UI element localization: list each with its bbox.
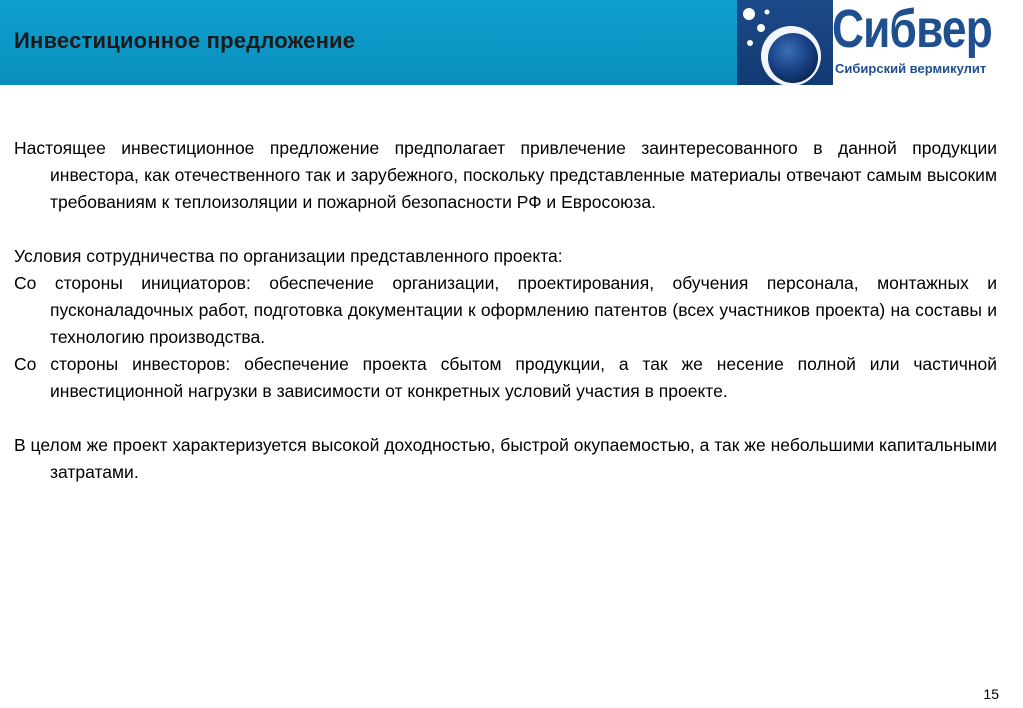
logo-globe-icon <box>737 0 833 85</box>
slide-body <box>14 135 997 486</box>
paragraph-investors: Со стороны инвесторов: обеспечение проекта сбытом продукции, а так же несение полной или частичной инвестиционной нагрузки в зависимости от конкретных условий участия в проекте. <box>14 354 997 401</box>
logo-subtitle: Сибирский вермикулит <box>835 61 987 76</box>
spacer <box>14 405 997 432</box>
paragraph-intro: Настоящее инвестиционное предложение предполагает привлечение заинтересованного в данной продукции инвестора, как отечественного так и зарубежного, поскольку представленные материалы отвечают самым высоким требованиям к теплоизоляции и пожарной безопасности РФ и Евросоюза. <box>14 138 997 212</box>
logo <box>737 0 1023 85</box>
paragraph-initiators: Со стороны инициаторов: обеспечение организации, проектирования, обучения персонала, монтажных и пусконаладочных работ, подготовка документации к оформлению патентов (всех участников проекта) на составы и технологию производства. <box>14 273 997 347</box>
logo-name: Сибвер <box>832 0 992 59</box>
page-number: 15 <box>983 686 999 702</box>
page-title: Инвестиционное предложение <box>14 28 356 53</box>
spacer <box>14 216 997 243</box>
paragraph-conditions: Условия сотрудничества по организации представленного проекта: <box>14 246 563 266</box>
paragraph-summary: В целом же проект характеризуется высокой доходностью, быстрой окупаемостью, а так же небольшими капитальными затратами. <box>14 435 997 482</box>
